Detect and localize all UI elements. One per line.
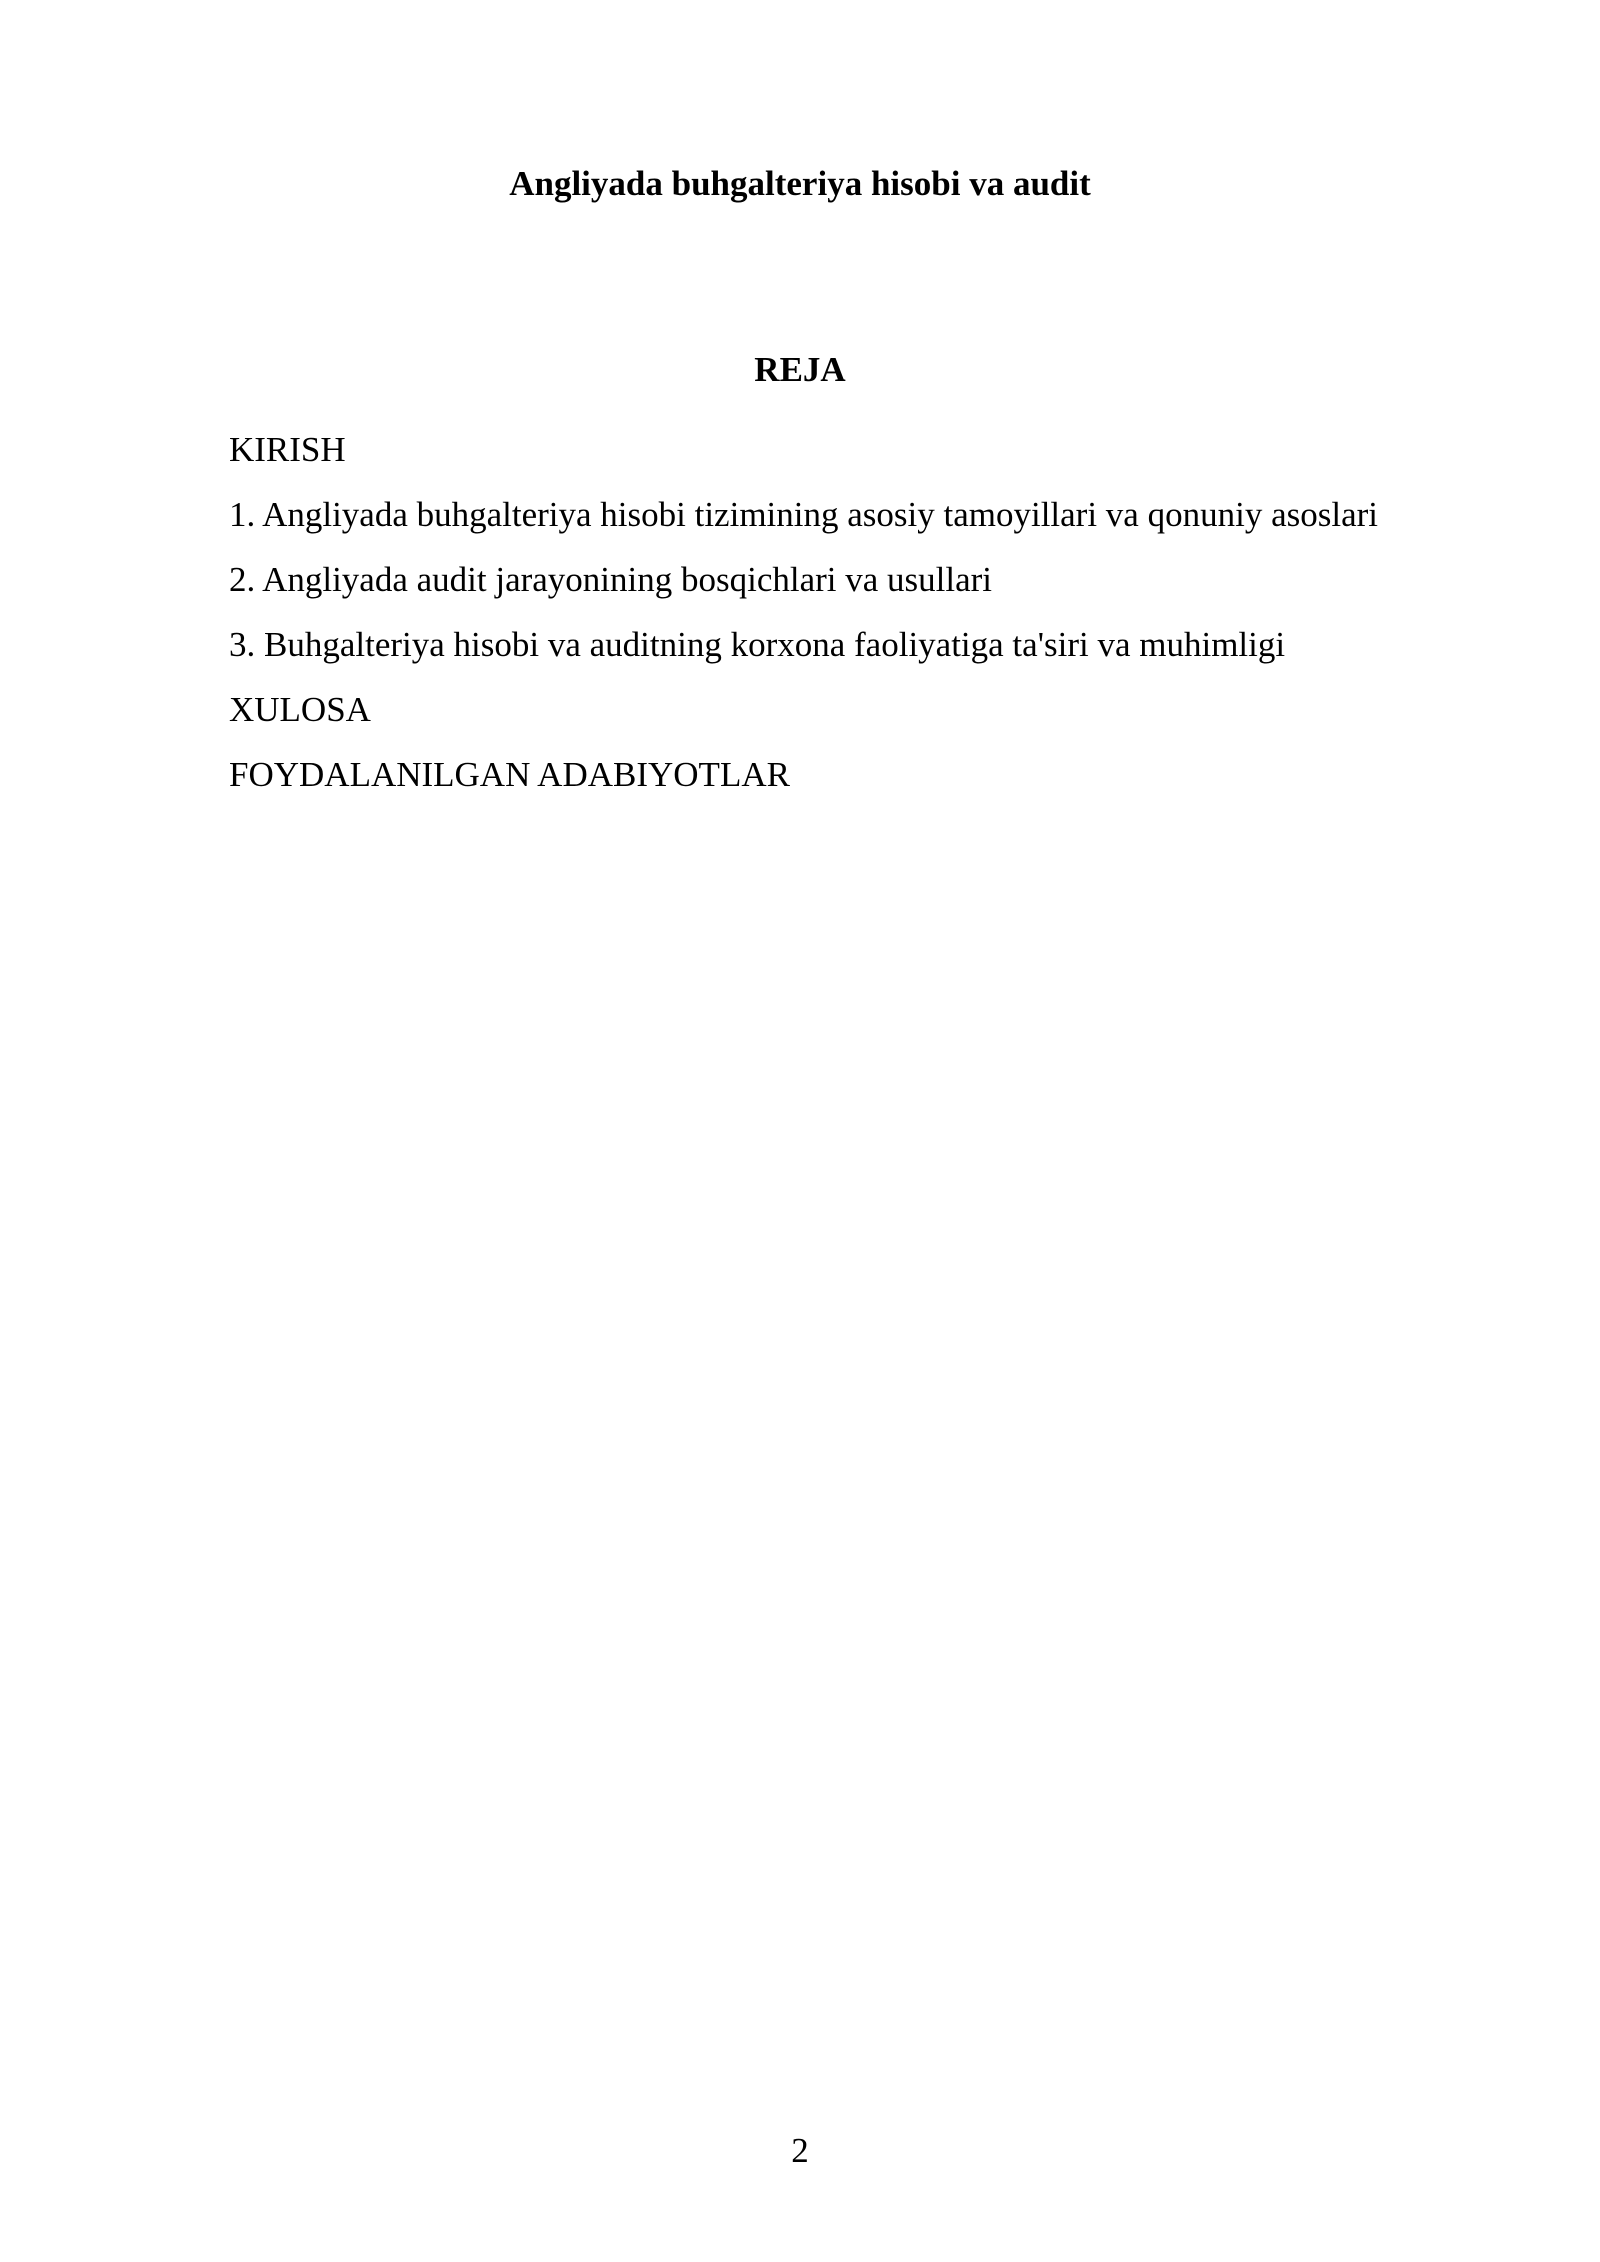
plan-item-section-2: 2. Angliyada audit jarayonining bosqichlari va usullari	[229, 560, 993, 599]
document-title: Angliyada buhgalteriya hisobi va audit	[509, 164, 1091, 203]
plan-item-section-1: 1. Angliyada buhgalteriya hisobi tizimining asosiy tamoyillari va qonuniy asoslari	[229, 495, 1378, 534]
plan-list	[229, 417, 1549, 807]
plan-item-conclusion: XULOSA	[229, 690, 371, 729]
plan-item-references: FOYDALANILGAN ADABIYOTLAR	[229, 755, 790, 794]
plan-heading: REJA	[754, 350, 846, 389]
page-number: 2	[791, 2131, 809, 2170]
plan-item-introduction: KIRISH	[229, 430, 346, 469]
plan-item-section-3: 3. Buhgalteriya hisobi va auditning korxona faoliyatiga ta'siri va muhimligi	[229, 625, 1286, 664]
